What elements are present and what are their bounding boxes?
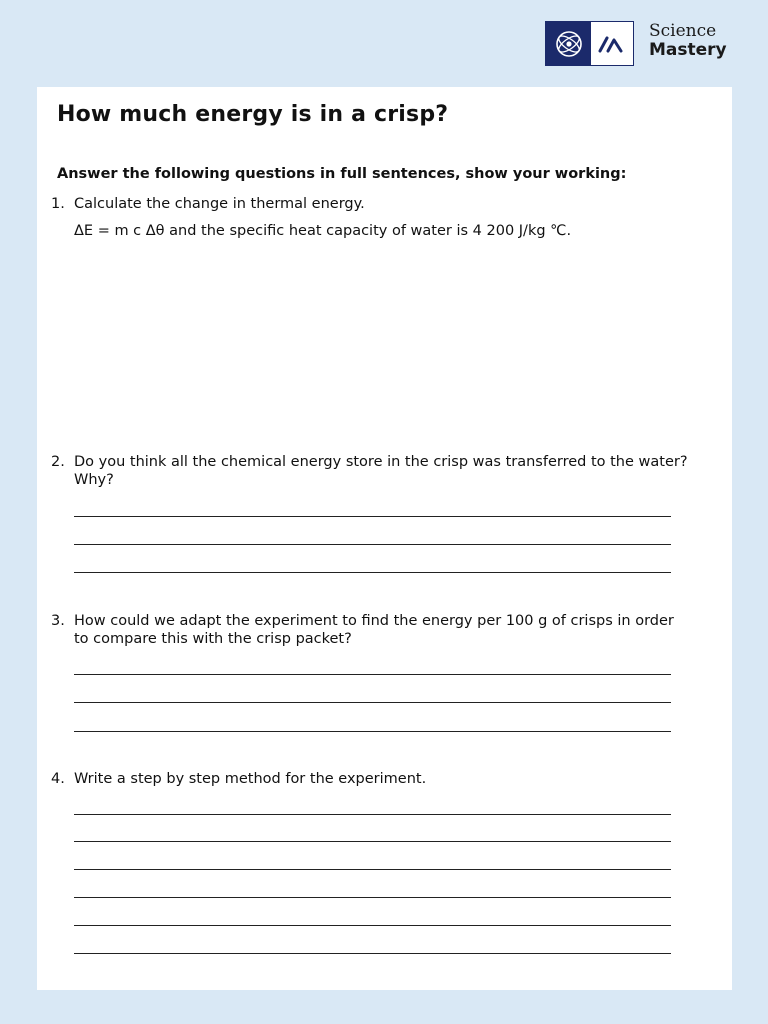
answer-line[interactable]: [74, 516, 671, 517]
question-2: [51, 453, 691, 489]
answer-line[interactable]: [74, 897, 671, 898]
question-number: 1.: [51, 196, 65, 212]
instructions: Answer the following questions in full sentences, show your working:: [57, 166, 627, 182]
question-text: Write a step by step method for the experiment.: [74, 771, 427, 787]
answer-line[interactable]: [74, 814, 671, 815]
question-number: 4.: [51, 771, 65, 787]
answer-line[interactable]: [74, 841, 671, 842]
answer-line[interactable]: [74, 572, 671, 573]
logo-line-science: Science: [649, 21, 717, 41]
answer-line[interactable]: [74, 544, 671, 545]
page-title: How much energy is in a crisp?: [57, 102, 449, 127]
answer-line[interactable]: [74, 869, 671, 870]
mastery-chevron-icon: [591, 22, 633, 65]
question-1-formula: ΔE = m c Δθ and the specific heat capacity of water is 4 200 J/kg ℃.: [74, 223, 572, 239]
answer-line[interactable]: [74, 731, 671, 732]
science-mastery-logo: [545, 21, 745, 67]
question-number: 3.: [51, 613, 65, 629]
answer-line[interactable]: [74, 674, 671, 675]
question-text: Do you think all the chemical energy store in the crisp was transferred to the water? Why?: [74, 454, 688, 488]
logo-line-mastery: Mastery: [649, 40, 727, 60]
question-4: [51, 770, 691, 788]
logo-mark: [545, 21, 634, 66]
question-text: Calculate the change in thermal energy.: [74, 196, 365, 212]
answer-line[interactable]: [74, 953, 671, 954]
worksheet-sheet: [37, 87, 732, 990]
atom-icon: [546, 22, 591, 65]
question-number: 2.: [51, 454, 65, 470]
logo-wordmark: [649, 22, 727, 60]
question-1: [51, 195, 691, 213]
question-text: How could we adapt the experiment to find the energy per 100 g of crisps in order to compare this with the crisp packet?: [74, 613, 674, 647]
answer-line[interactable]: [74, 925, 671, 926]
question-3: [51, 612, 691, 648]
answer-line[interactable]: [74, 702, 671, 703]
